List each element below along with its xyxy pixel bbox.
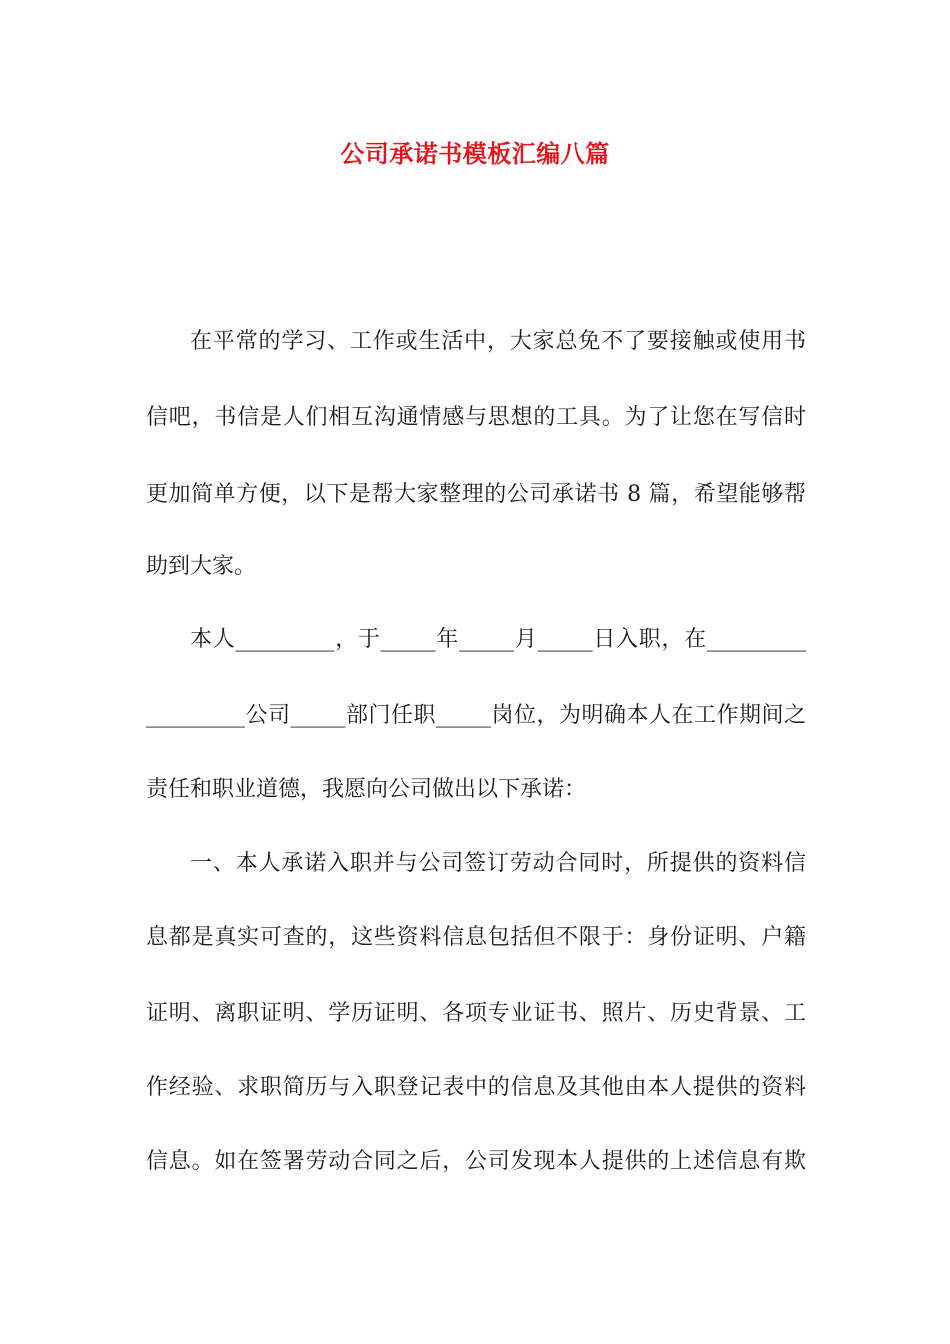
paragraph-line: 本人_________，于_____年_____月_____日入职，在_________ — [190, 627, 806, 652]
paragraph-line: 责任和职业道德，我愿向公司做出以下承诺： — [146, 777, 587, 802]
document-title: 公司承诺书模板汇编八篇 — [340, 140, 610, 168]
paragraph-line: 信息。如在签署劳动合同之后，公司发现本人提供的上述信息有欺 — [146, 1149, 806, 1174]
paragraph-line: 助到大家。 — [146, 554, 257, 579]
paragraph-line: 作经验、求职简历与入职登记表中的信息及其他由本人提供的资料 — [146, 1075, 806, 1100]
paragraph-line: 更加简单方便，以下是帮大家整理的公司承诺书 8 篇，希望能够帮 — [146, 482, 806, 507]
paragraph-line: _________公司_____部门任职_____岗位，为明确本人在工作期间之 — [146, 703, 806, 728]
paragraph-line: 在平常的学习、工作或生活中，大家总免不了要接触或使用书 — [190, 329, 806, 354]
paragraph-line: 息都是真实可查的，这些资料信息包括但不限于：身份证明、户籍 — [146, 925, 806, 950]
paragraph-line: 信吧，书信是人们相互沟通情感与思想的工具。为了让您在写信时 — [146, 405, 806, 430]
paragraph-line: 证明、离职证明、学历证明、各项专业证书、照片、历史背景、工 — [146, 1001, 806, 1026]
paragraph-line: 一、本人承诺入职并与公司签订劳动合同时，所提供的资料信 — [190, 851, 806, 876]
